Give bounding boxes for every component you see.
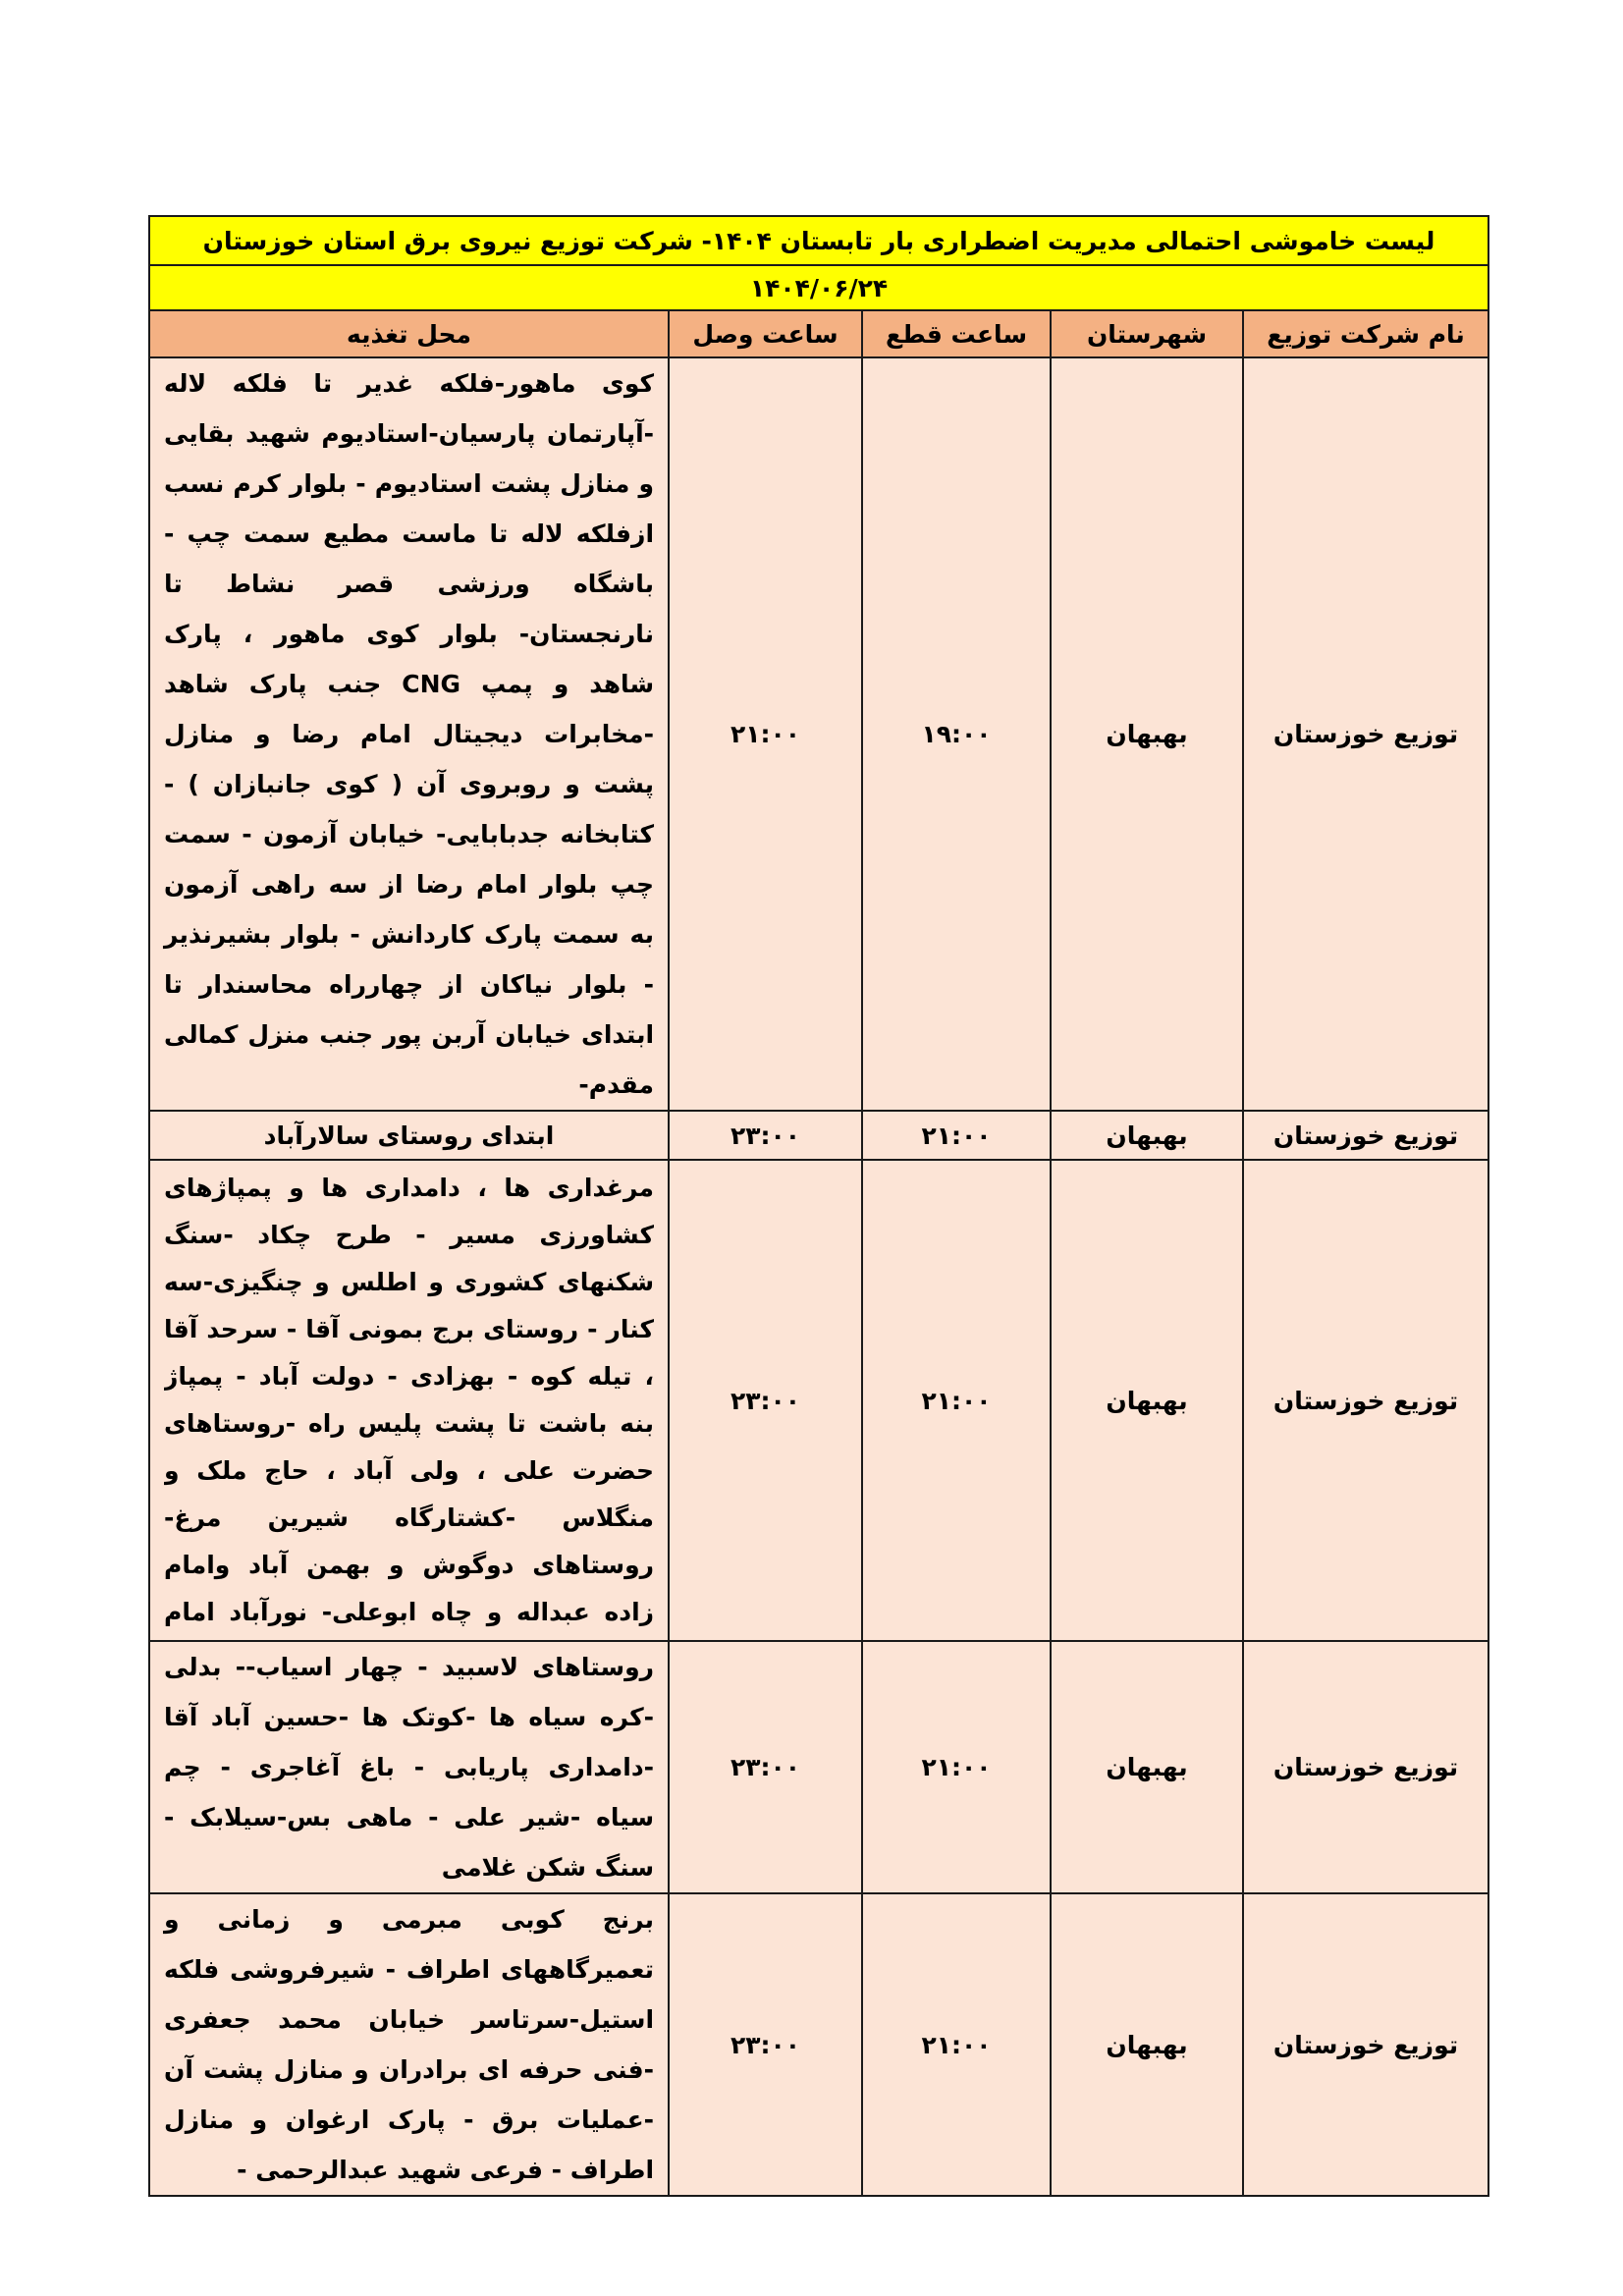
header-location: محل تغذیه: [149, 310, 669, 357]
cell-connect-time: ۲۱:۰۰: [669, 357, 862, 1111]
table-row: [149, 1160, 1488, 1641]
cell-cut-time: ۲۱:۰۰: [862, 1641, 1051, 1893]
title-row: [149, 216, 1488, 265]
cell-cut-time: ۲۱:۰۰: [862, 1111, 1051, 1160]
table-row: [149, 1893, 1488, 2196]
cell-city: بهبهان: [1051, 1893, 1243, 2196]
cell-location: کوی ماهور-فلکه غدیر تا فلکه لاله -آپارتمان پارسیان-استادیوم شهید بقایی و منازل پشت استادیوم - بلوار کرم نسب ازفلکه لاله تا ماست مطیع سمت چپ - باشگاه ورزشی قصر نشاط تا نارنجستان- بلوار کوی ماهور ، پارک شاهد و پمپ CNG جنب پارک شاهد -مخابرات دیجیتال امام رضا و منازل پشت و روبروی آن ( کوی جانبازان ) - کتابخانه جدبابایی- خیابان آزمون - سمت چپ بلوار امام رضا از سه راهی آزمون به سمت پارک کاردانش - بلوار بشیرنذیر - بلوار نیاکان از چهارراه محاسندار تا ابتدای خیابان آربن پور جنب منزل کمالی مقدم-: [149, 357, 669, 1111]
cell-city: بهبهان: [1051, 1111, 1243, 1160]
cell-company: توزیع خوزستان: [1243, 1111, 1488, 1160]
cell-location-text: مرغداری ها ، دامداری ها و پمپاژهای کشاورزی مسیر - طرح چکاد -سنگ شکنهای کشوری و اطلس و چنگیزی-سه کنار - روستای برج بمونی آقا - سرحد آقا ، تیله کوه - بهزادی - دولت آباد - پمپاژ بنه باشت تا پشت پلیس راه -روستاهای حضرت علی ، ولی آباد ، حاج ملک و منگلاس -کشتارگاه شیرین مرغ- روستاهای دوگوش و بهمن آباد وامام زاده عبداله و چاه ابوعلی- نورآباد امام: [164, 1174, 655, 1626]
cell-location: روستاهای لاسبید - چهار اسیاب-- بدلی -کره سیاه ها -کوتک ها -حسین آباد آقا -دامداری پاریابی - باغ آغاجری - چم سیاه -شیر علی - ماهی بس-سیلابک - سنگ شکن غلامی: [149, 1641, 669, 1893]
cell-company: توزیع خوزستان: [1243, 1160, 1488, 1641]
table-date: ۱۴۰۴/۰۶/۲۴: [149, 265, 1488, 310]
outage-table: [148, 215, 1489, 2197]
cell-location: ابتدای روستای سالارآباد: [149, 1111, 669, 1160]
cell-city: بهبهان: [1051, 1641, 1243, 1893]
table-title: لیست خاموشی احتمالی مدیریت اضطراری بار تابستان ۱۴۰۴- شرکت توزیع نیروی برق استان خوزستان: [149, 216, 1488, 265]
table-row: [149, 357, 1488, 1111]
cell-company: توزیع خوزستان: [1243, 1893, 1488, 2196]
table-row: [149, 1641, 1488, 1893]
cell-location: [149, 1160, 669, 1641]
cell-connect-time: ۲۳:۰۰: [669, 1111, 862, 1160]
cell-company: توزیع خوزستان: [1243, 357, 1488, 1111]
table-row: [149, 1111, 1488, 1160]
cell-connect-time: ۲۳:۰۰: [669, 1641, 862, 1893]
cell-cut-time: ۲۱:۰۰: [862, 1893, 1051, 2196]
cell-city: بهبهان: [1051, 1160, 1243, 1641]
cell-cut-time: ۱۹:۰۰: [862, 357, 1051, 1111]
cell-cut-time: ۲۱:۰۰: [862, 1160, 1051, 1641]
header-city: شهرستان: [1051, 310, 1243, 357]
cell-connect-time: ۲۳:۰۰: [669, 1893, 862, 2196]
date-row: [149, 265, 1488, 310]
cell-city: بهبهان: [1051, 357, 1243, 1111]
cell-company: توزیع خوزستان: [1243, 1641, 1488, 1893]
header-company: نام شرکت توزیع: [1243, 310, 1488, 357]
header-connect-time: ساعت وصل: [669, 310, 862, 357]
cell-connect-time: ۲۳:۰۰: [669, 1160, 862, 1641]
cell-location: برنج کوبی مبرمی و زمانی و تعمیرگاههای اطراف - شیرفروشی فلکه استیل-سرتاسر خیابان محمد جعفری -فنی حرفه ای برادران و منازل پشت آن -عملیات برق - پارک ارغوان و منازل اطراف - فرعی شهید عبدالرحمی -: [149, 1893, 669, 2196]
header-row: [149, 310, 1488, 357]
header-cut-time: ساعت قطع: [862, 310, 1051, 357]
